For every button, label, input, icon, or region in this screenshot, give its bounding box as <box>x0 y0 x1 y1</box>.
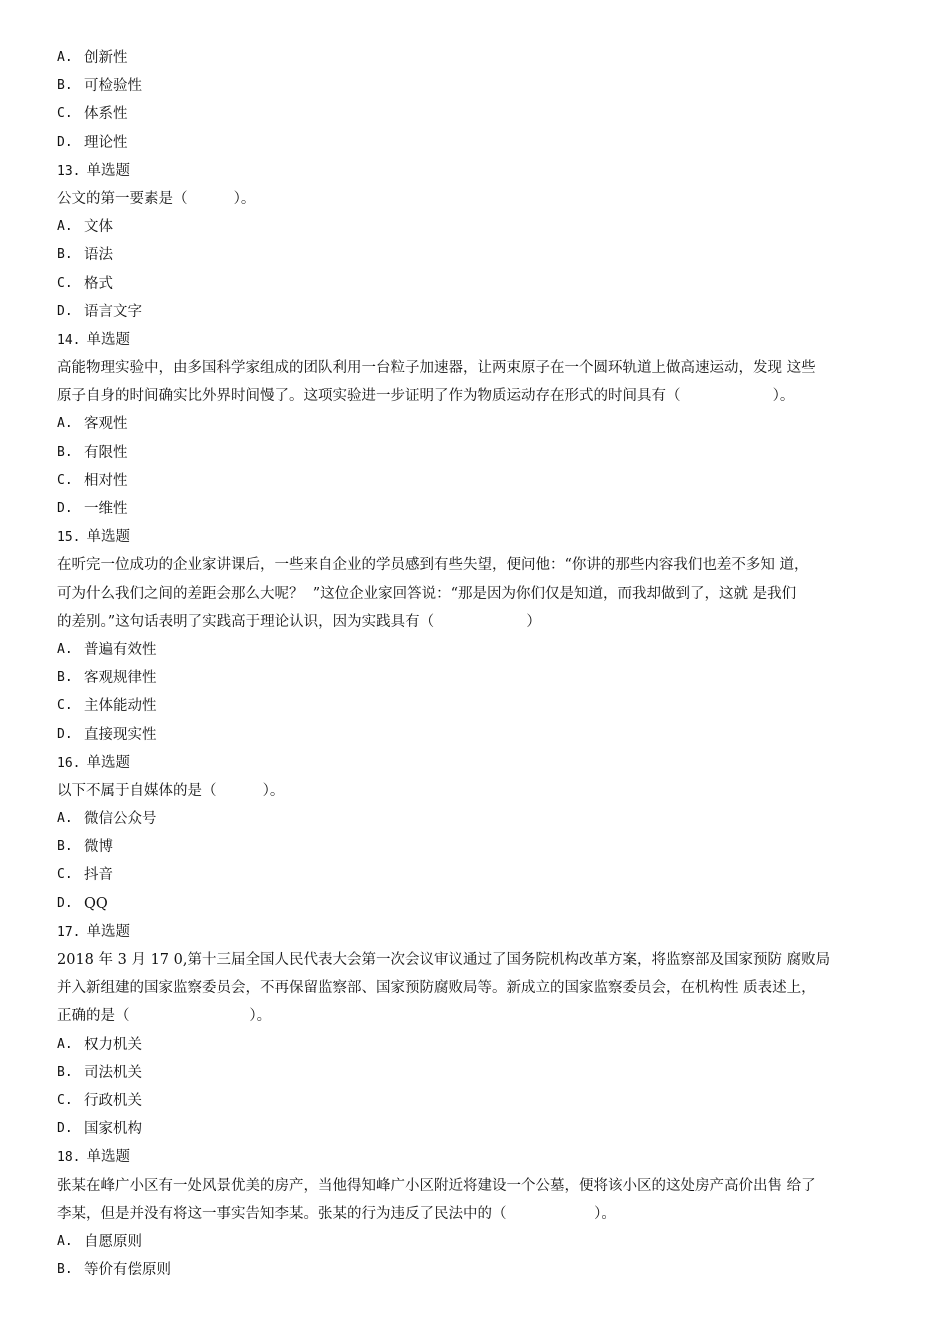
option-row <box>57 270 895 298</box>
question-header <box>57 523 895 551</box>
option-row <box>57 833 895 861</box>
option-letter: C. <box>57 472 73 488</box>
question-type: 单选题 <box>86 923 130 940</box>
option-row <box>57 44 895 72</box>
option-text: 语法 <box>84 247 113 264</box>
question-number: 14. <box>57 332 81 348</box>
option-text: 行政机关 <box>84 1092 142 1109</box>
option-letter: A. <box>57 1233 73 1249</box>
option-letter: C. <box>57 698 73 714</box>
option-text: 创新性 <box>84 50 128 66</box>
question-number: 18. <box>57 1150 81 1166</box>
option-letter: B. <box>57 444 73 460</box>
option-row <box>57 1256 895 1284</box>
option-row <box>57 129 895 157</box>
option-letter: A. <box>57 811 73 827</box>
question-header <box>57 918 895 946</box>
option-letter: A. <box>57 50 73 65</box>
question-stem-line: 2018 年 3 月 17 0,第十三届全国人民代表大会第一次会议审议通过了国务院机构改革方案，将监察部及国家预防 腐败局 <box>57 952 831 968</box>
option-row <box>57 1087 895 1115</box>
option-row <box>57 861 895 889</box>
question-stem-line: 正确的是（ ）。 <box>57 1008 272 1025</box>
question-type: 单选题 <box>86 162 130 179</box>
question-stem-line: 原子自身的时间确实比外界时间慢了。这项实验进一步证明了作为物质运动存在形式的时间具有（ ）。 <box>57 388 795 405</box>
option-letter: A. <box>57 1036 73 1052</box>
option-row <box>57 805 895 833</box>
option-text: 有限性 <box>84 444 128 461</box>
option-row <box>57 721 895 749</box>
question-header <box>57 749 895 777</box>
question-stem-line: 的差别。”这句话表明了实践高于理论认识，因为实践具有（ ） <box>57 613 541 630</box>
option-row <box>57 467 895 495</box>
option-letter: C. <box>57 867 73 883</box>
option-letter: D. <box>57 726 73 742</box>
option-text: 相对性 <box>84 472 128 489</box>
option-row <box>57 1228 895 1256</box>
option-text: 语言文字 <box>84 303 142 320</box>
question-type: 单选题 <box>86 754 130 771</box>
question-number: 15. <box>57 530 81 546</box>
question-stem-line: 张某在峰广小区有一处风景优美的房产，当他得知峰广小区附近将建设一个公墓，便将该小区的这处房产高价出售 给了 <box>57 1177 816 1194</box>
option-row <box>57 100 895 128</box>
option-text: 客观性 <box>84 416 128 433</box>
option-letter: C. <box>57 1092 73 1108</box>
option-text: 可检验性 <box>84 78 142 95</box>
question-stem-line: 并入新组建的国家监察委员会，不再保留监察部、国家预防腐败局等。新成立的国家监察委员会，在机构性 质表述上， <box>57 980 816 997</box>
option-row <box>57 439 895 467</box>
option-text: 等价有偿原则 <box>84 1262 171 1279</box>
question-header <box>57 326 895 354</box>
option-row <box>57 890 895 918</box>
option-text: 微博 <box>84 839 113 856</box>
option-row <box>57 241 895 269</box>
option-letter: C. <box>57 106 73 122</box>
option-letter: B. <box>57 1262 73 1278</box>
option-row <box>57 298 895 326</box>
question-number: 17. <box>57 924 81 940</box>
option-text: 司法机关 <box>84 1064 142 1081</box>
question-stem-line: 可为什么我们之间的差距会那么大呢？ ”这位企业家回答说：“那是因为你们仅是知道，而我却做到了，这就 是我们 <box>57 585 797 602</box>
option-text: 客观规律性 <box>84 670 157 687</box>
option-letter: D. <box>57 895 73 911</box>
option-letter: B. <box>57 670 73 686</box>
option-text: 格式 <box>84 275 113 292</box>
question-stem-line: 李某，但是并没有将这一事实告知李某。张某的行为违反了民法中的（ ）。 <box>57 1205 616 1222</box>
exam-page <box>57 44 895 1284</box>
option-text: 直接现实性 <box>84 726 157 743</box>
question-type: 单选题 <box>86 331 130 348</box>
option-row <box>57 72 895 100</box>
question-header <box>57 1143 895 1171</box>
question-stem-line: 以下不属于自媒体的是（ ）。 <box>57 782 285 799</box>
option-row <box>57 1059 895 1087</box>
option-letter: B. <box>57 78 73 94</box>
option-text: 一维性 <box>84 501 128 517</box>
question-stem-line: 高能物理实验中，由多国科学家组成的团队利用一台粒子加速器，让两束原子在一个圆环轨道上做高速运动，发现 这些 <box>57 360 816 377</box>
option-text: 微信公众号 <box>84 811 157 828</box>
option-text: 自愿原则 <box>84 1233 142 1250</box>
option-letter: D. <box>57 501 73 516</box>
question-header <box>57 157 895 185</box>
question-number: 16. <box>57 755 81 771</box>
option-text: 权力机关 <box>84 1036 142 1053</box>
question-stem-line: 在听完一位成功的企业家讲课后，一些来自企业的学员感到有些失望，便问他：“你讲的那些内容我们也差不多知 道， <box>57 557 809 574</box>
option-letter: A. <box>57 416 73 432</box>
option-letter: C. <box>57 275 73 291</box>
option-letter: D. <box>57 1121 73 1137</box>
option-text: 国家机构 <box>84 1121 142 1138</box>
option-text: 普遍有效性 <box>84 641 157 658</box>
option-row <box>57 1031 895 1059</box>
option-text: 抖音 <box>84 867 113 884</box>
option-row <box>57 1115 895 1143</box>
question-type: 单选题 <box>86 529 130 546</box>
option-row <box>57 213 895 241</box>
option-text: 主体能动性 <box>84 698 157 715</box>
option-letter: B. <box>57 1064 73 1080</box>
option-letter: A. <box>57 641 73 657</box>
option-text: 理论性 <box>84 134 128 151</box>
option-letter: D. <box>57 303 73 319</box>
option-text: QQ <box>84 895 108 912</box>
option-letter: B. <box>57 247 73 263</box>
question-type: 单选题 <box>86 1149 130 1166</box>
option-row <box>57 664 895 692</box>
question-stem-line: 公文的第一要素是（ ）。 <box>57 190 256 207</box>
option-row <box>57 410 895 438</box>
option-text: 体系性 <box>84 106 128 123</box>
option-row <box>57 692 895 720</box>
option-letter: B. <box>57 839 73 855</box>
option-row <box>57 495 895 523</box>
question-number: 13. <box>57 163 81 179</box>
option-letter: A. <box>57 219 73 235</box>
option-letter: D. <box>57 134 73 150</box>
option-text: 文体 <box>84 219 113 236</box>
option-row <box>57 636 895 664</box>
